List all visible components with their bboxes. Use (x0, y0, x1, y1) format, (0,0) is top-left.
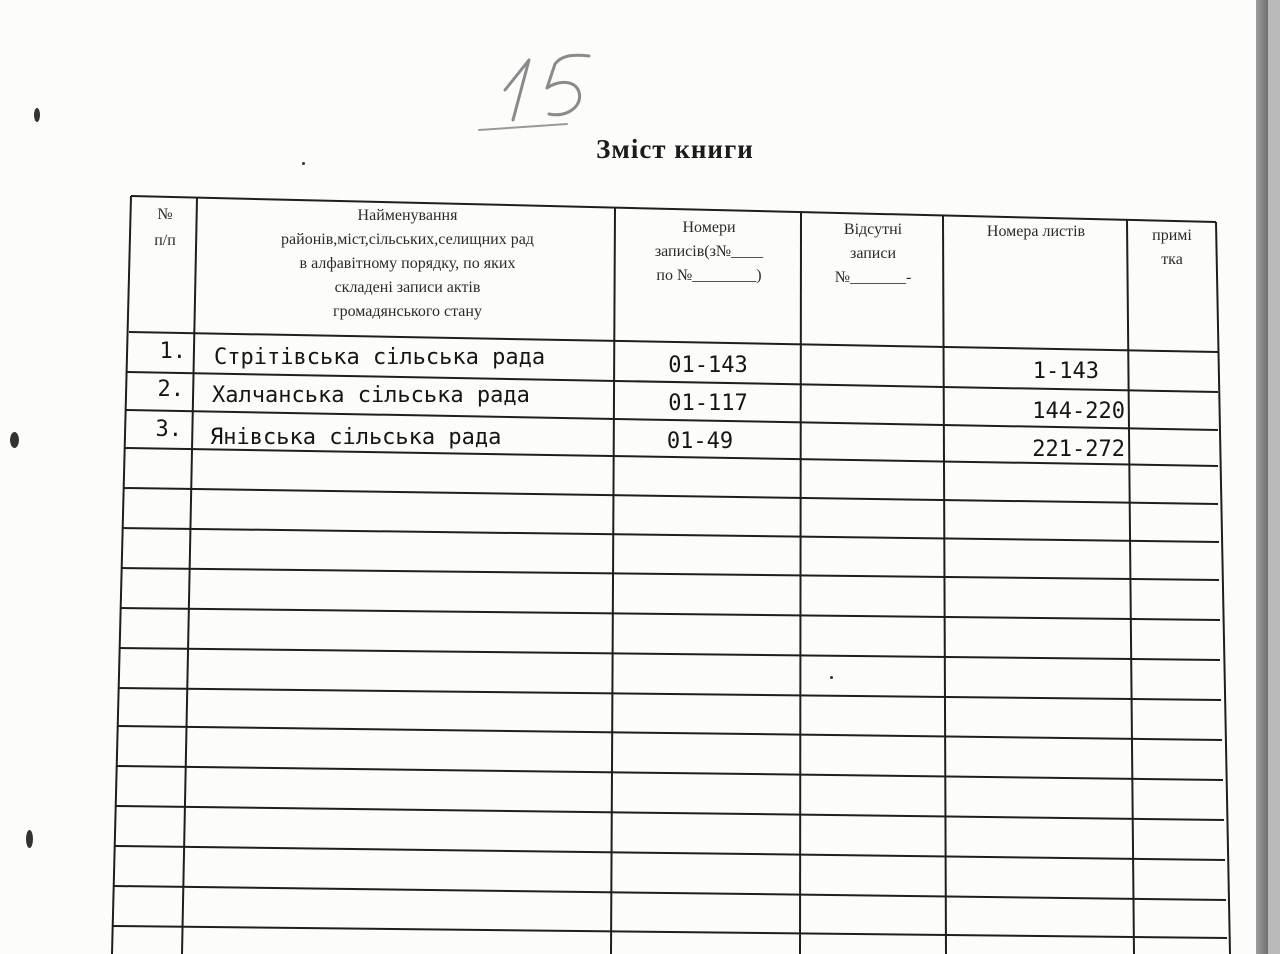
page-title: Зміст книги (596, 134, 754, 164)
header-notes: примі тка (1152, 227, 1192, 268)
scan-speck (830, 676, 833, 679)
scan-speck (26, 830, 33, 848)
row-3-name: Янівська сільська рада (210, 425, 502, 450)
scan-speck (34, 108, 40, 122)
row-2-records: 01-117 (668, 391, 748, 416)
scan-speck (10, 432, 19, 448)
row-3-sheets: 221-272 (1032, 437, 1125, 462)
row-2-number: 2. (157, 377, 184, 402)
row-1-sheets: 1-143 (1032, 359, 1099, 384)
header-records: Номери записів(з№____ по №________) (654, 219, 764, 284)
row-1-number: 1. (159, 339, 186, 364)
header-sheets: Номера листів (986, 223, 1086, 240)
row-1-records: 01-143 (668, 353, 748, 378)
page-edge-shadow (1256, 0, 1268, 954)
header-number: № п/п (154, 206, 176, 249)
row-3-records: 01-49 (666, 429, 734, 454)
row-3-number: 3. (155, 417, 182, 442)
row-2-name: Халчанська сільська рада (212, 383, 530, 408)
row-1-name: Стрітівська сільська рада (214, 345, 546, 370)
row-2-sheets: 144-220 (1032, 399, 1125, 424)
scan-speck (302, 162, 305, 165)
header-name: Найменування районів,міст,сільських,селищних рад в алфавітному порядку, по яких складені записи актів громадянського стану (281, 207, 534, 320)
header-missing: Відсутні записи №_______- (834, 221, 912, 286)
